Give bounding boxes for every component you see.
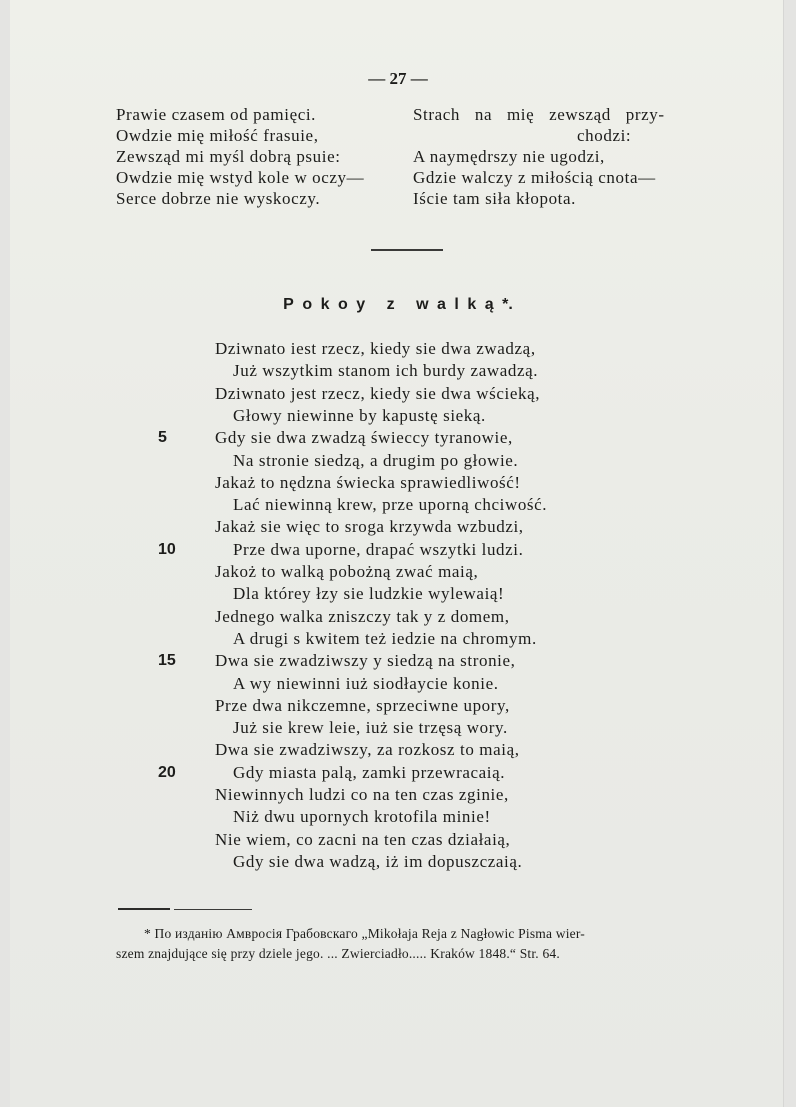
verse-line: Zewsząd mi myśl dobrą psuie: xyxy=(116,147,341,166)
verse-line xyxy=(215,829,510,850)
verse-line xyxy=(215,472,521,493)
poem-title-text: Pokoy z walką xyxy=(283,296,503,313)
verse-text: Dwa sie zwadziwszy y siedzą na stronie, xyxy=(215,651,516,671)
verse-line xyxy=(233,450,518,471)
verse-text: Gdy miasta palą, zamki przewracaią. xyxy=(233,762,506,782)
verse-line xyxy=(158,650,516,671)
verse-line: Prawie czasem od pamięci. xyxy=(116,105,317,124)
footnote-line: * По изданію Амвросія Грабовскаго „Mikołaja Reja z Nagłowic Pisma wier- xyxy=(144,926,585,941)
verse-line xyxy=(215,739,520,760)
verse-text: Prze dwa uporne, drapać wszytki ludzi. xyxy=(233,539,524,559)
verse-text: Niż dwu upornych krotofila minie! xyxy=(233,807,491,827)
verse-line: Owdzie mię miłość frasuie, xyxy=(116,126,319,145)
section-divider xyxy=(371,249,443,251)
verse-line xyxy=(158,539,524,560)
verse-line xyxy=(233,628,537,649)
line-number: 5 xyxy=(158,429,167,447)
line-number: 20 xyxy=(158,763,176,781)
verse-text: Już wszytkim stanom ich burdy zawadzą. xyxy=(233,361,539,381)
verse-text: Jakoż to walką pobożną zwać maią, xyxy=(215,562,479,581)
verse-line xyxy=(233,806,491,827)
footnote-rule xyxy=(118,908,170,910)
verse-text: Prze dwa nikczemne, sprzeciwne upory, xyxy=(215,695,510,715)
verse-text: Gdy sie dwa wadzą, iż im dopuszczaią. xyxy=(233,851,523,871)
verse-line xyxy=(233,673,499,694)
verse-text: Lać niewinną krew, prze uporną chciwość. xyxy=(233,495,548,515)
verse-text: Jednego walka zniszczy tak y z domem, xyxy=(215,606,510,626)
verse-line: Serce dobrze nie wyskoczy. xyxy=(116,189,321,208)
verse-line: Owdzie mię wstyd kole w oczy— xyxy=(116,168,365,187)
verse-line xyxy=(233,405,486,426)
footnote-rule xyxy=(174,909,252,910)
verse-line xyxy=(233,360,538,381)
verse-text: A wy niewinni iuż siodłaycie konie. xyxy=(233,673,499,693)
preceding-poem-right-column xyxy=(413,104,713,209)
verse-text: Dla którey łzy sie ludzkie wylewaią! xyxy=(233,584,505,604)
verse-text: Dziwnato iest rzecz, kiedy sie dwa zwadzą, xyxy=(215,339,536,358)
preceding-poem-left-column xyxy=(116,104,406,209)
verse-text: Jakaż sie więc to sroga krzywda wzbudzi, xyxy=(215,517,524,537)
verse-line xyxy=(158,427,513,448)
verse-line xyxy=(233,583,504,604)
verse-line xyxy=(233,494,547,515)
verse-text: Już sie krew leie, iuż sie trzęsą wory. xyxy=(233,718,508,738)
verse-line xyxy=(215,338,536,359)
verse-line: Iście tam siła kłopota. xyxy=(413,189,576,208)
footnote xyxy=(116,924,716,964)
page-number: — 27 — xyxy=(368,69,428,88)
verse-text: Niewinnych ludzi co na ten czas zginie, xyxy=(215,785,509,804)
verse-text: Dwa sie zwadziwszy, za rozkosz to maią, xyxy=(215,740,520,760)
line-number: 10 xyxy=(158,540,176,558)
verse-text: Na stronie siedzą, a drugim po głowie. xyxy=(233,450,519,470)
verse-line-continuation: chodzi: xyxy=(577,126,632,145)
footnote-marker: *. xyxy=(502,296,513,313)
footnote-line: szem znajdujące się przy dziele jego. ... Zwierciadło..... Kraków 1848.“ Str. 64. xyxy=(116,946,560,961)
verse-text: Dziwnato jest rzecz, kiedy sie dwa wścieką, xyxy=(215,383,541,403)
verse-text: A drugi s kwitem też iedzie na chromym. xyxy=(233,628,537,648)
verse-text: Gdy sie dwa zwadzą świeccy tyranowie, xyxy=(215,428,513,448)
verse-line: Strach na mię zewsząd przy- xyxy=(413,105,665,124)
verse-line xyxy=(215,383,540,404)
verse-line: A naymędrszy nie ugodzi, xyxy=(413,147,605,166)
verse-line xyxy=(215,516,524,537)
poem-title xyxy=(0,296,796,314)
verse-line xyxy=(233,851,522,872)
verse-line: Gdzie walczy z miłością cnota— xyxy=(413,168,656,187)
verse-line xyxy=(215,695,510,716)
verse-line xyxy=(215,784,509,805)
verse-line xyxy=(215,561,478,582)
verse-text: Nie wiem, co zacni na ten czas działaią, xyxy=(215,829,511,849)
verse-line xyxy=(215,606,510,627)
verse-line xyxy=(158,762,506,783)
verse-text: Głowy niewinne by kapustę sieką. xyxy=(233,405,486,425)
verse-text: Jakaż to nędzna świecka sprawiedliwość! xyxy=(215,472,521,492)
line-number: 15 xyxy=(158,652,176,670)
verse-line xyxy=(233,717,508,738)
